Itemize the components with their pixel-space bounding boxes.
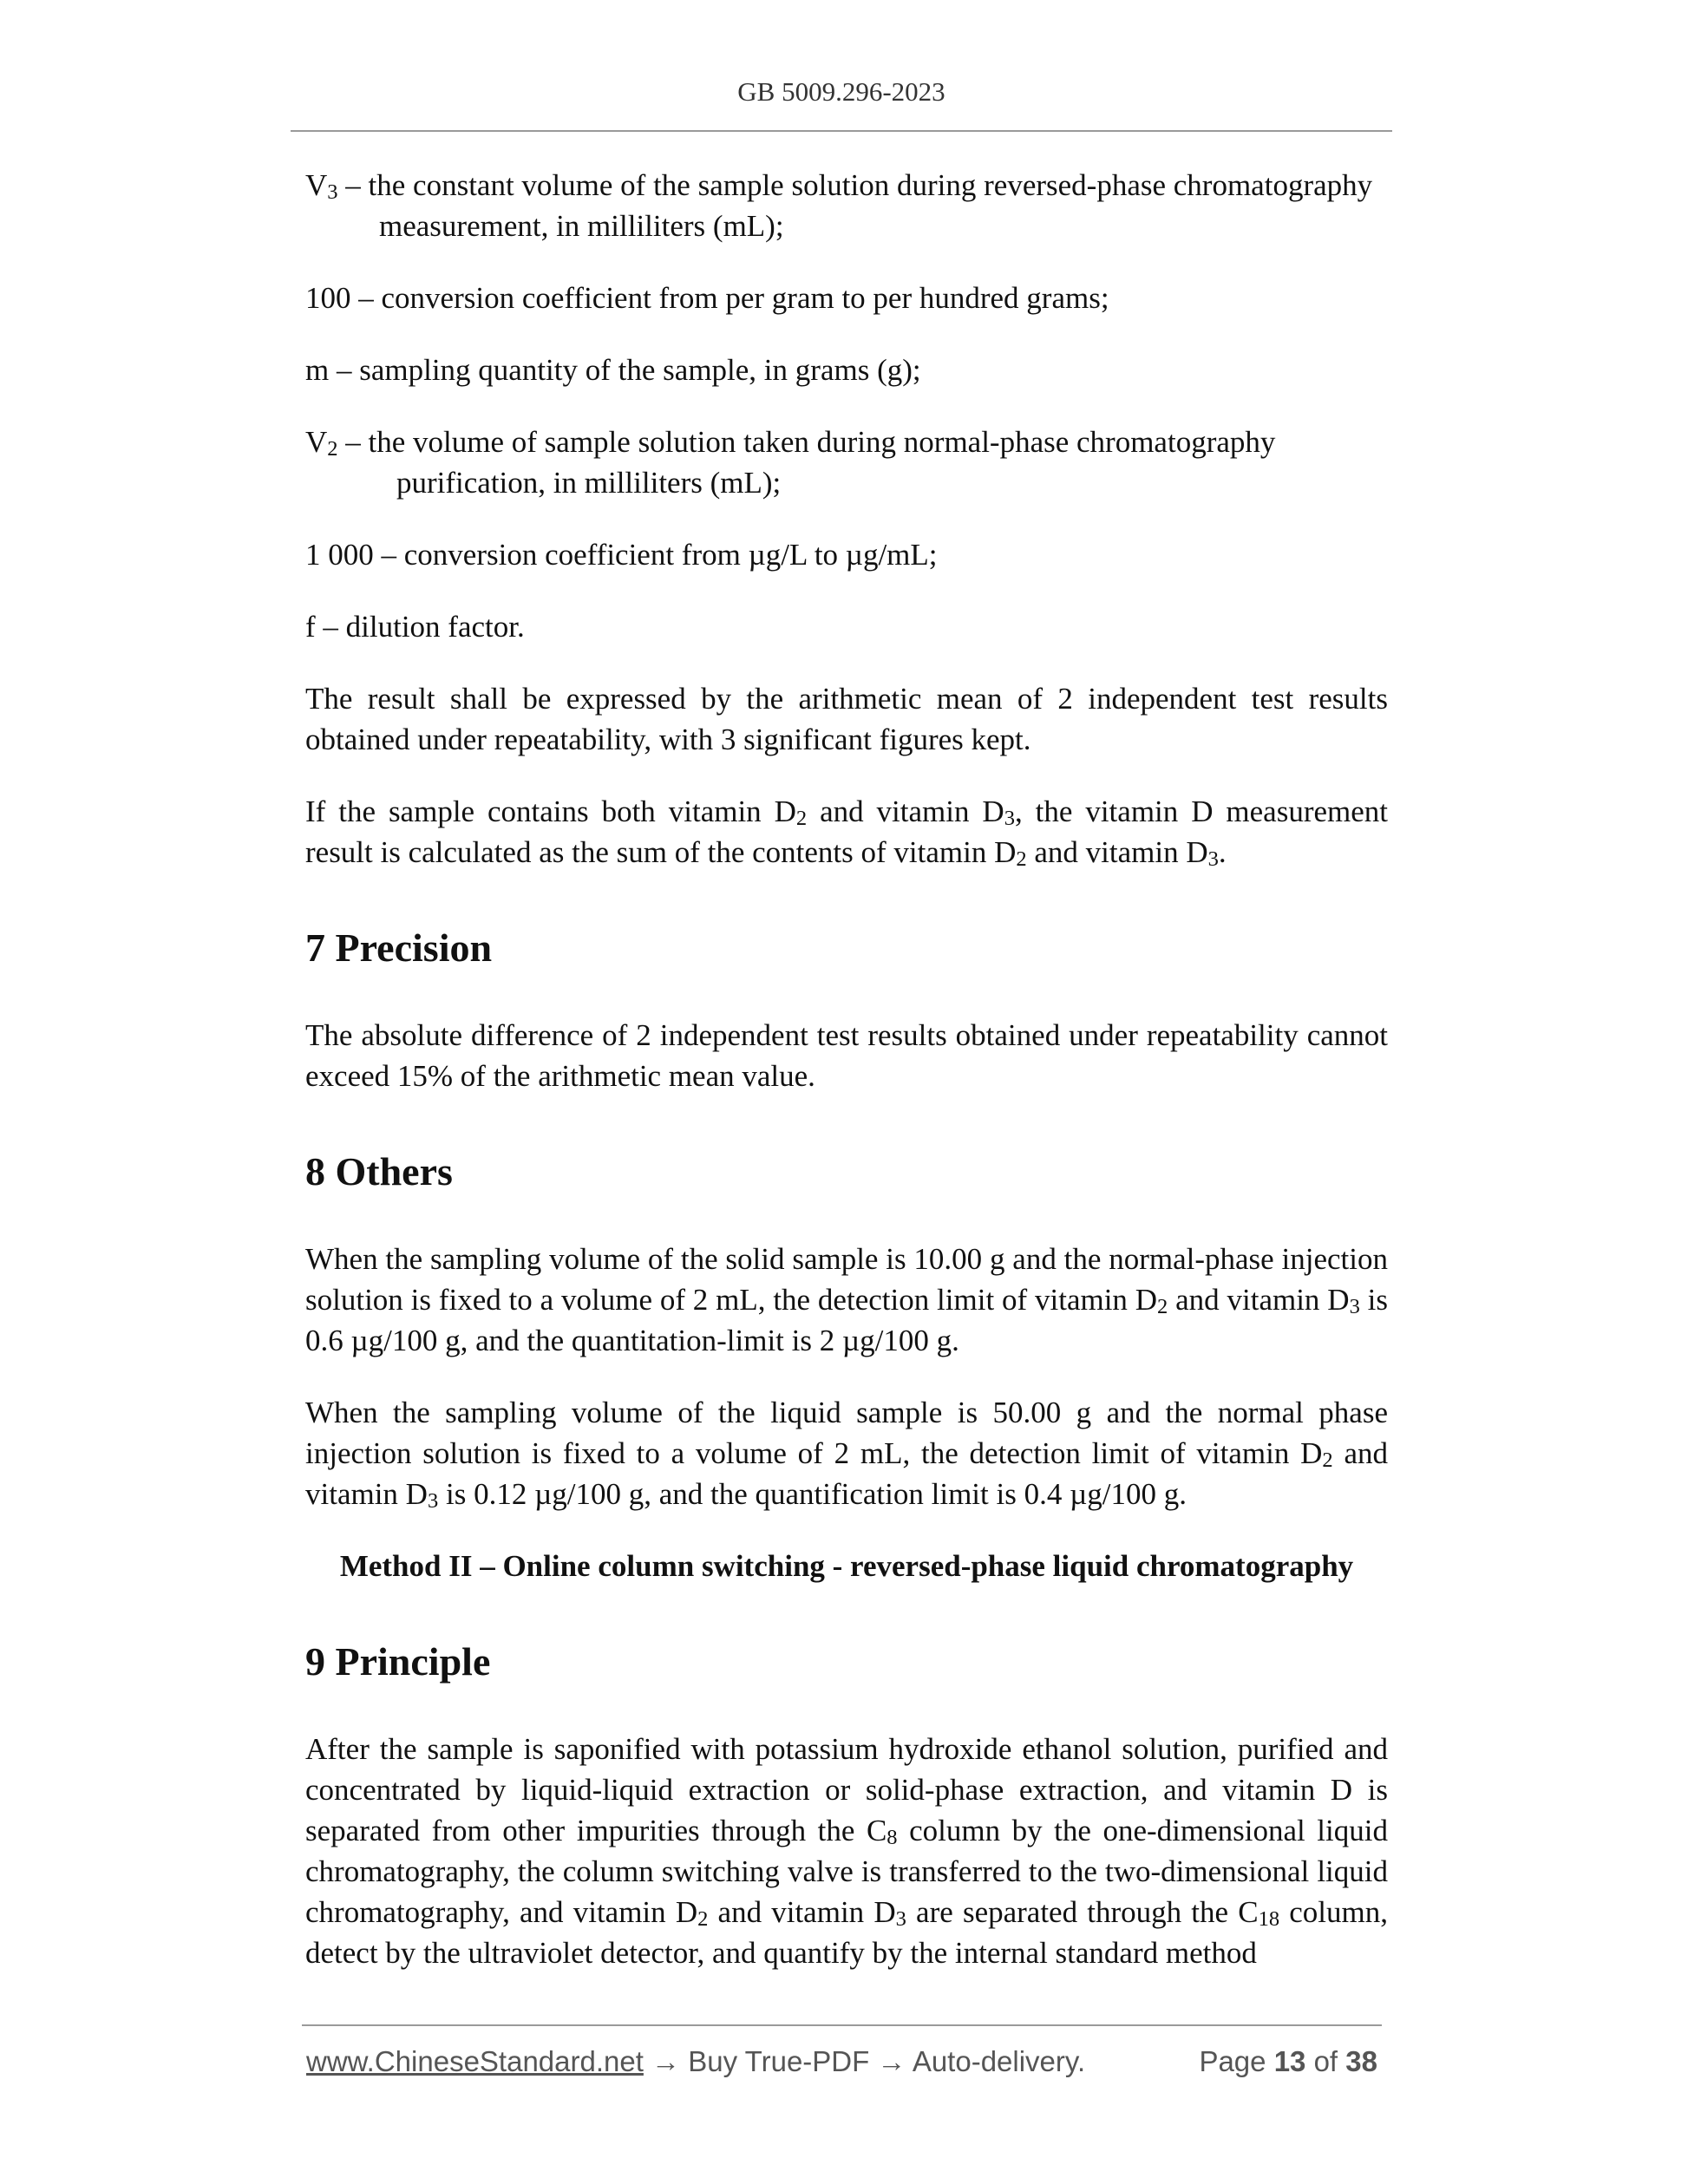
principle-paragraph (305, 1729, 1388, 1973)
page-number: 13 (1273, 2045, 1306, 2077)
definition-m: m – sampling quantity of the sample, in grams (g); (305, 353, 921, 387)
text-run: and vitamin D (1026, 835, 1208, 869)
subscript: 3 (427, 1489, 439, 1514)
def-continuation: measurement, in milliliters (mL); (379, 209, 784, 243)
text-run: and vitamin D (305, 1436, 1388, 1511)
text-run: . (1218, 835, 1227, 869)
section-heading-principle: 9 Principle (305, 1639, 491, 1684)
subscript: 2 (795, 807, 808, 831)
text-run: and vitamin D (1168, 1283, 1350, 1317)
text-run: If the sample contains both vitamin D (305, 794, 796, 828)
page-header: GB 5009.296-2023 (737, 76, 945, 107)
definition-v3 (305, 165, 1388, 246)
def-symbol: V (305, 425, 328, 459)
header-divider (291, 130, 1392, 132)
text-run: are separated through the C (906, 1895, 1259, 1929)
def-continuation: purification, in milliliters (mL); (396, 466, 782, 500)
def-symbol: V (305, 168, 328, 202)
subscript: 3 (895, 1907, 906, 1932)
definition-v2 (305, 422, 1388, 503)
method-title: Method II – Online column switching - reversed-phase liquid chromatography (339, 1549, 1354, 1583)
subscript: 2 (1016, 847, 1027, 872)
subscript: 3 (1207, 847, 1219, 872)
def-text: – the constant volume of the sample solution during reversed-phase chromatography (337, 168, 1373, 202)
text-run: and vitamin D (807, 794, 1004, 828)
page-indicator (1199, 2045, 1377, 2078)
text-run: is 0.6 µg/100 g, and the quantitation-limit is 2 µg/100 g. (305, 1283, 1388, 1357)
section-heading-precision: 7 Precision (305, 925, 493, 970)
result-paragraph: The result shall be expressed by the arithmetic mean of 2 independent test results obtained under repeatability, with 3 significant figures kept. (305, 682, 1388, 756)
definition-f: f – dilution factor. (305, 610, 525, 644)
text-run: After the sample is saponified with potassium hydroxide ethanol solution, purified and concentrated by liquid-liquid extraction or solid-phase extraction, and vitamin D is separated from other impurities through the C (305, 1732, 1388, 1847)
page-footer (306, 2045, 1382, 2078)
page-total: 38 (1345, 2045, 1377, 2077)
text-run: column by the one-dimensional liquid chromatography, the column switching valve is transferred to the two-dimensional liquid chromatography, and vitamin D (305, 1814, 1388, 1929)
def-subscript: 2 (327, 437, 338, 461)
def-text: – the volume of sample solution taken during normal-phase chromatography (337, 425, 1276, 459)
page-label: Page (1199, 2045, 1266, 2077)
subscript: 3 (1349, 1295, 1360, 1319)
document-body (305, 165, 1388, 2004)
subscript: 2 (697, 1907, 709, 1932)
vitamin-sum-paragraph (305, 791, 1388, 873)
definition-100: 100 – conversion coefficient from per gram to per hundred grams; (305, 281, 1109, 315)
site-link[interactable]: www.ChineseStandard.net (306, 2045, 644, 2077)
section-heading-others: 8 Others (305, 1149, 453, 1193)
text-run: column, detect by the ultraviolet detector, and quantify by the internal standard method (305, 1895, 1388, 1970)
subscript: 2 (1322, 1448, 1333, 1473)
footer-divider (302, 2024, 1382, 2026)
text-run: is 0.12 µg/100 g, and the quantification limit is 0.4 µg/100 g. (438, 1477, 1187, 1511)
subscript: 3 (1004, 807, 1015, 831)
footer-tagline: → Buy True-PDF → Auto-delivery. (643, 2045, 1086, 2077)
others-paragraph-liquid (305, 1392, 1388, 1514)
def-subscript: 3 (327, 180, 338, 205)
text-run: and vitamin D (708, 1895, 896, 1929)
of-label: of (1313, 2045, 1338, 2077)
text-run: When the sampling volume of the solid sample is 10.00 g and the normal-phase injection solution is fixed to a volume of 2 mL, the detection limit of vitamin D (305, 1242, 1388, 1317)
subscript: 18 (1258, 1907, 1280, 1932)
precision-paragraph: The absolute difference of 2 independent test results obtained under repeatability cannot exceed 15% of the arithmetic mean value. (305, 1018, 1388, 1093)
text-run: , the vitamin D measurement result is calculated as the sum of the contents of vitamin D (305, 794, 1388, 869)
text-run: When the sampling volume of the liquid sample is 50.00 g and the normal phase injection solution is fixed to a volume of 2 mL, the detection limit of vitamin D (305, 1396, 1388, 1470)
subscript: 2 (1157, 1295, 1168, 1319)
subscript: 8 (887, 1826, 898, 1850)
others-paragraph-solid (305, 1239, 1388, 1361)
definition-1000: 1 000 – conversion coefficient from µg/L to µg/mL; (305, 538, 938, 572)
